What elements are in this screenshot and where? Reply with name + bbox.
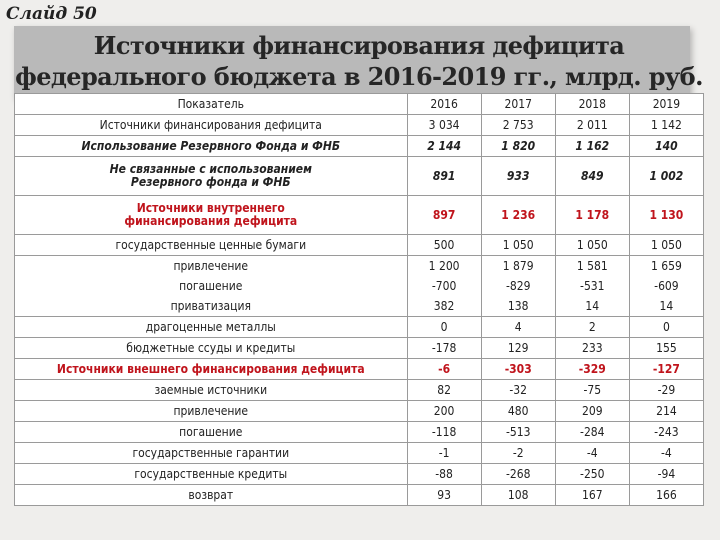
value-cell: 933 — [481, 157, 555, 196]
value-cell: 82 — [407, 380, 481, 401]
slide-number-label: Слайд 50 — [6, 4, 97, 24]
row-label — [15, 196, 408, 235]
row-label — [15, 157, 408, 196]
table-header-row — [15, 94, 704, 115]
value-cell: -4 — [555, 443, 629, 464]
header-cell: 2016 — [407, 94, 481, 115]
table-row — [15, 359, 704, 380]
table-row — [15, 276, 704, 296]
table-row — [15, 443, 704, 464]
row-label: государственные гарантии — [15, 443, 408, 464]
value-cell: 1 236 — [481, 196, 555, 235]
value-cell: -609 — [629, 276, 703, 296]
value-cell: -329 — [555, 359, 629, 380]
value-cell: 155 — [629, 338, 703, 359]
row-label-line: Не связанные с использованием — [109, 162, 312, 176]
value-cell: -829 — [481, 276, 555, 296]
value-cell: -75 — [555, 380, 629, 401]
value-cell: 3 034 — [407, 115, 481, 136]
table-row — [15, 157, 704, 196]
value-cell: 214 — [629, 401, 703, 422]
value-cell: 849 — [555, 157, 629, 196]
value-cell: -1 — [407, 443, 481, 464]
slide-title: Источники финансирования дефицита федерального бюджета в 2016-2019 гг., млрд. руб. — [15, 31, 703, 91]
financing-table — [14, 93, 704, 506]
value-cell: 4 — [481, 317, 555, 338]
value-cell: 0 — [407, 317, 481, 338]
value-cell: 1 130 — [629, 196, 703, 235]
value-cell: 14 — [629, 296, 703, 317]
table-row — [15, 235, 704, 256]
value-cell: 1 178 — [555, 196, 629, 235]
table-row — [15, 380, 704, 401]
table-row — [15, 338, 704, 359]
value-cell: 2 011 — [555, 115, 629, 136]
header-cell: 2019 — [629, 94, 703, 115]
value-cell: -303 — [481, 359, 555, 380]
value-cell: 129 — [481, 338, 555, 359]
value-cell: 1 200 — [407, 256, 481, 277]
table-row — [15, 256, 704, 277]
value-cell: 1 142 — [629, 115, 703, 136]
value-cell: 891 — [407, 157, 481, 196]
table-row — [15, 196, 704, 235]
row-label: погашение — [15, 276, 408, 296]
value-cell: 166 — [629, 485, 703, 506]
value-cell: 200 — [407, 401, 481, 422]
header-cell: 2018 — [555, 94, 629, 115]
table-row — [15, 422, 704, 443]
value-cell: 0 — [629, 317, 703, 338]
value-cell: -94 — [629, 464, 703, 485]
table-row — [15, 317, 704, 338]
value-cell: -268 — [481, 464, 555, 485]
row-label: государственные кредиты — [15, 464, 408, 485]
header-cell: Показатель — [15, 94, 408, 115]
value-cell: -88 — [407, 464, 481, 485]
value-cell: 897 — [407, 196, 481, 235]
row-label-line: Источники внутреннего — [136, 201, 285, 215]
row-label-line: финансирования дефицита — [124, 214, 298, 228]
row-label: бюджетные ссуды и кредиты — [15, 338, 408, 359]
row-label: государственные ценные бумаги — [15, 235, 408, 256]
value-cell: 1 050 — [629, 235, 703, 256]
table-row — [15, 485, 704, 506]
value-cell: 167 — [555, 485, 629, 506]
value-cell: 2 753 — [481, 115, 555, 136]
table-row — [15, 401, 704, 422]
value-cell: 1 050 — [555, 235, 629, 256]
value-cell: -4 — [629, 443, 703, 464]
value-cell: 1 659 — [629, 256, 703, 277]
value-cell: -32 — [481, 380, 555, 401]
value-cell: 382 — [407, 296, 481, 317]
value-cell: 14 — [555, 296, 629, 317]
value-cell: 2 144 — [407, 136, 481, 157]
table-row — [15, 464, 704, 485]
value-cell: 93 — [407, 485, 481, 506]
value-cell: 138 — [481, 296, 555, 317]
value-cell: 1 050 — [481, 235, 555, 256]
value-cell: -700 — [407, 276, 481, 296]
row-label: Источники финансирования дефицита — [15, 115, 408, 136]
value-cell: -513 — [481, 422, 555, 443]
value-cell: -178 — [407, 338, 481, 359]
value-cell: -118 — [407, 422, 481, 443]
value-cell: 1 820 — [481, 136, 555, 157]
row-label: приватизация — [15, 296, 408, 317]
value-cell: 2 — [555, 317, 629, 338]
value-cell: -284 — [555, 422, 629, 443]
row-label: Использование Резервного Фонда и ФНБ — [15, 136, 408, 157]
value-cell: 1 581 — [555, 256, 629, 277]
table-row — [15, 136, 704, 157]
value-cell: 108 — [481, 485, 555, 506]
value-cell: -250 — [555, 464, 629, 485]
value-cell: -243 — [629, 422, 703, 443]
value-cell: -2 — [481, 443, 555, 464]
value-cell: 480 — [481, 401, 555, 422]
value-cell: -531 — [555, 276, 629, 296]
value-cell: -6 — [407, 359, 481, 380]
row-label: Источники внешнего финансирования дефицита — [15, 359, 408, 380]
table-row — [15, 296, 704, 317]
value-cell: -29 — [629, 380, 703, 401]
row-label: привлечение — [15, 256, 408, 277]
row-label: погашение — [15, 422, 408, 443]
row-label: возврат — [15, 485, 408, 506]
value-cell: 233 — [555, 338, 629, 359]
table-row — [15, 115, 704, 136]
header-cell: 2017 — [481, 94, 555, 115]
value-cell: 500 — [407, 235, 481, 256]
value-cell: 1 002 — [629, 157, 703, 196]
value-cell: 209 — [555, 401, 629, 422]
value-cell: 140 — [629, 136, 703, 157]
row-label: драгоценные металлы — [15, 317, 408, 338]
row-label-line: Резервного фонда и ФНБ — [130, 175, 291, 189]
row-label: привлечение — [15, 401, 408, 422]
value-cell: 1 162 — [555, 136, 629, 157]
value-cell: 1 879 — [481, 256, 555, 277]
value-cell: -127 — [629, 359, 703, 380]
row-label: заемные источники — [15, 380, 408, 401]
